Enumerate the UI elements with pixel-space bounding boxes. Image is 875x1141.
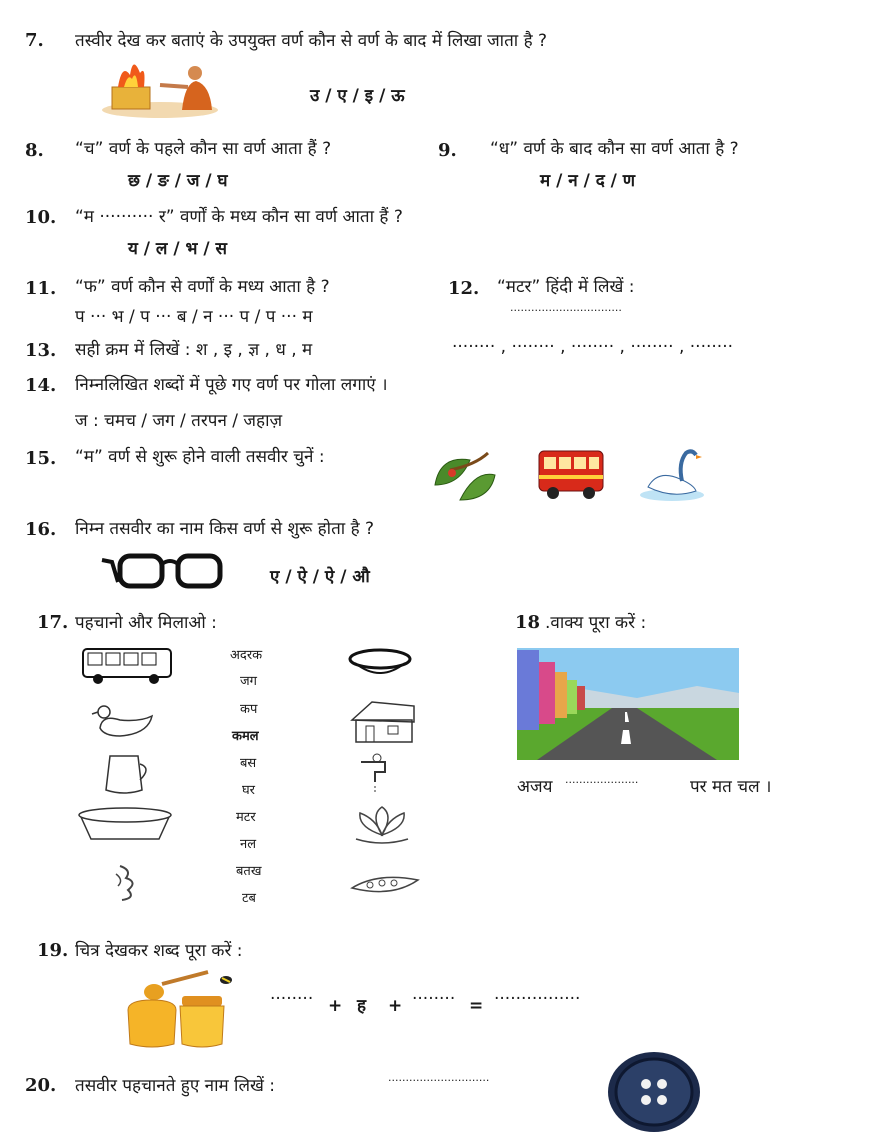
q20-number: 20. [25, 1075, 57, 1096]
match-word-9[interactable]: बतख [236, 864, 262, 879]
q8-number: 8. [25, 140, 44, 161]
q19-equals: = [469, 996, 484, 1016]
peas-pod-outline-icon [348, 870, 423, 902]
cup-outline-icon [345, 645, 415, 685]
q16-number: 16. [25, 519, 57, 540]
q9-options: म / न / द / ण [540, 171, 636, 191]
q20-text: तसवीर पहचानते हुए नाम लिखें : [75, 1076, 276, 1096]
q17-number: 17. [37, 612, 69, 633]
q19-blank-1[interactable]: ········ [270, 989, 314, 1009]
q13-answer-blanks[interactable]: ········ , ········ , ········ , ········ , ········ [452, 337, 733, 357]
q10-options: य / ल / भ / स [128, 239, 227, 259]
lotus-outline-icon [350, 805, 415, 847]
q18-answer-blank[interactable]: ····················· [565, 776, 639, 789]
q12-text: “मटर” हिंदी में लिखें : [497, 277, 635, 297]
tap-outline-icon [355, 752, 415, 797]
bus-illustration[interactable] [535, 445, 607, 500]
match-word-1[interactable]: अदरक [230, 648, 263, 663]
honey-jars-illustration [122, 970, 237, 1050]
match-word-10[interactable]: टब [242, 891, 256, 906]
match-word-8[interactable]: नल [240, 837, 257, 852]
q7-text: तस्वीर देख कर बताएं के उपयुक्त वर्ण कौन से वर्ण के बाद में लिखा जाता है ? [75, 31, 548, 51]
q19-text: चित्र देखकर शब्द पूरा करें : [75, 941, 243, 961]
q14-text: निम्नलिखित शब्दों में पूछे गए वर्ण पर गोला लगाएं । [75, 375, 388, 395]
q18-sentence-end: पर मत चल । [690, 777, 772, 797]
match-word-3[interactable]: कप [240, 702, 258, 717]
spectacles-illustration[interactable] [100, 548, 230, 598]
swan-illustration[interactable] [638, 445, 706, 503]
match-word-6[interactable]: घर [242, 783, 256, 798]
q7-options: उ / ए / इ / ऊ [310, 86, 405, 106]
leaf-illustration[interactable] [430, 445, 500, 507]
match-word-4[interactable]: कमल [232, 729, 259, 744]
q19-plus-2: + [388, 996, 403, 1016]
q13-text: सही क्रम में लिखें : श , इ , ज्ञ , ध , म [75, 340, 313, 360]
tub-outline-icon [75, 805, 175, 845]
q19-blank-2[interactable]: ········ [412, 989, 456, 1009]
q13-number: 13. [25, 340, 57, 361]
q14-options: ज : चमच / जग / तरपन / जहाज़ [75, 411, 283, 431]
q10-number: 10. [25, 207, 57, 228]
ginger-outline-icon [108, 860, 148, 905]
q11-options: प ··· भ / प ··· ब / न ··· प / प ··· म [75, 307, 313, 327]
jug-outline-icon [100, 750, 155, 798]
q15-text: “म” वर्ण से शुरू होने वाली तसवीर चुनें : [75, 447, 325, 467]
q18-sentence-start: अजय [517, 777, 553, 797]
house-outline-icon [348, 698, 418, 746]
q16-text: निम्न तसवीर का नाम किस वर्ण से शुरू होता है ? [75, 519, 375, 539]
q18-number: 18 [515, 612, 541, 633]
q15-number: 15. [25, 448, 57, 469]
match-word-2[interactable]: जग [240, 674, 257, 689]
road-illustration [517, 648, 739, 760]
q9-text: “ध” वर्ण के बाद कौन सा वर्ण आता है ? [490, 139, 739, 159]
q14-number: 14. [25, 375, 57, 396]
q7-number: 7. [25, 30, 44, 51]
q16-options: ए / ऐ / ऐ / औ [270, 567, 370, 587]
q19-plus-1: + [328, 996, 343, 1016]
q17-text: पहचानो और मिलाओ : [75, 613, 217, 633]
q8-text: “च” वर्ण के पहले कौन सा वर्ण आता हैं ? [75, 139, 332, 159]
yagna-fire-illustration [100, 55, 230, 120]
q20-answer-blank[interactable]: ····························· [388, 1074, 490, 1087]
q10-text: “म ·········· र” वर्णों के मध्य कौन सा वर्ण आता हैं ? [75, 207, 403, 227]
q19-blank-3[interactable]: ················ [494, 989, 581, 1009]
q19-given-letter: ह [357, 996, 367, 1016]
q11-number: 11. [25, 278, 57, 299]
q11-text: “फ” वर्ण कौन से वर्णों के मध्य आता है ? [75, 277, 330, 297]
match-word-7[interactable]: मटर [236, 810, 256, 825]
q18-text: .वाक्य पूरा करें : [545, 613, 647, 633]
duck-outline-icon [90, 700, 160, 740]
bus-outline-icon [80, 645, 175, 687]
q12-answer-blank[interactable]: ································ [510, 304, 622, 317]
q19-number: 19. [37, 940, 69, 961]
q8-options: छ / ङ / ज / घ [128, 171, 228, 191]
q9-number: 9. [438, 140, 457, 161]
match-word-5[interactable]: बस [240, 756, 257, 771]
q12-number: 12. [448, 278, 480, 299]
button-illustration [606, 1050, 702, 1134]
